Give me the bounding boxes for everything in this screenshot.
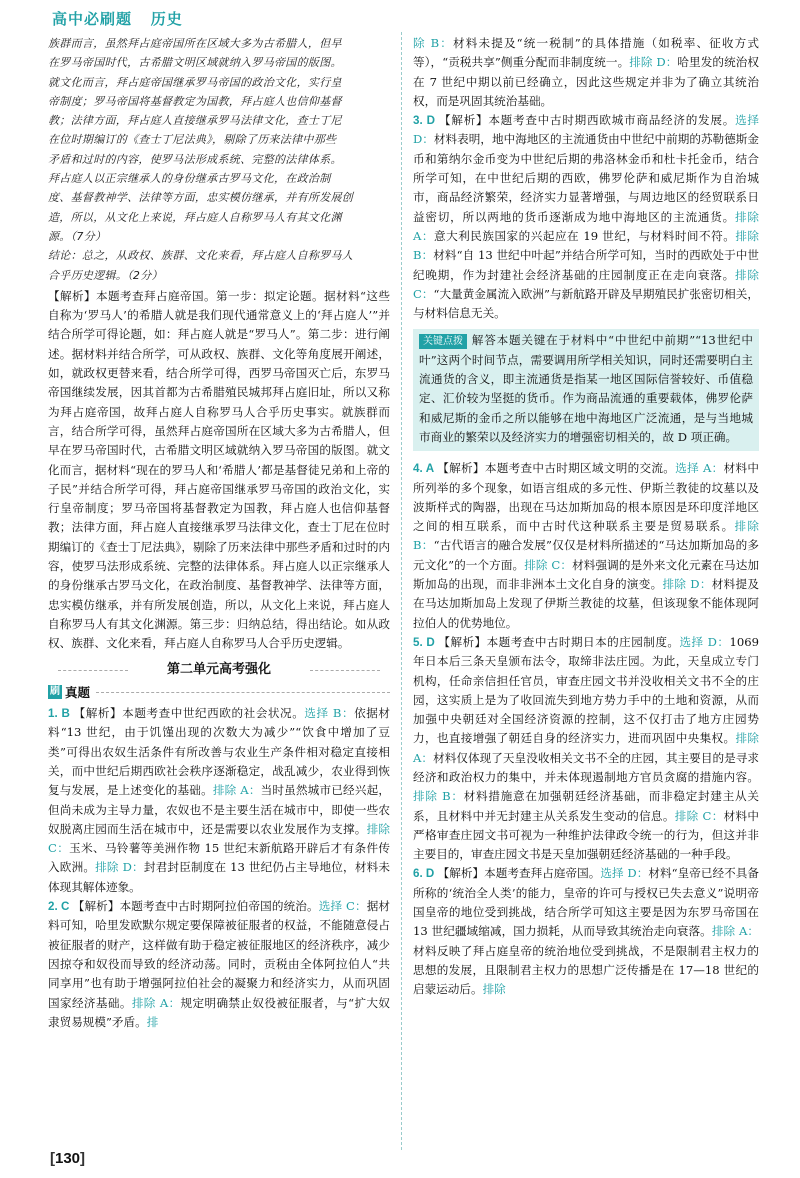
option-tag: 排除 A：	[212, 783, 261, 798]
question-number: 2. C	[48, 900, 73, 914]
handwritten-answer	[48, 34, 390, 285]
question-5	[413, 633, 759, 865]
answer-text: 材料中严格审查庄园文书可视为一种维护法律政令统一的行为，但这并非主要目的，审查庄园文书是天皇加强朝廷经济基础的一种手段。	[413, 808, 759, 862]
hand-line: 度、基督教神学、法律等方面，忠实模仿继承，并有所发展创	[48, 191, 354, 205]
column-divider	[401, 32, 402, 1150]
left-column	[48, 34, 390, 1032]
answer-text: 【解析】本题考查中古时期区域文明的交流。	[437, 461, 676, 476]
key-point-box	[413, 329, 759, 451]
option-tag: 排除 A：	[413, 731, 759, 765]
hand-line: 就文化而言，拜占庭帝国继承罗马帝国的政治文化，实行皇	[48, 75, 342, 89]
answer-text: 【解析】本题考查中世纪西欧的社会状况。	[73, 706, 305, 721]
book-title: 高中必刷题	[52, 10, 133, 28]
hand-line: 教；法律方面，拜占庭人直接继承罗马法律文化，查士丁尼	[48, 114, 342, 128]
answer-text: 【解析】本题考查中古时期西欧城市商品经济的发展。	[438, 113, 736, 128]
option-tag: 排除 A：	[131, 995, 181, 1010]
question-number: 6. D	[413, 867, 438, 881]
option-tag: 排	[146, 1014, 159, 1029]
answer-text: 【解析】本题考查中古时期日本的庄园制度。	[438, 634, 680, 649]
question-1	[48, 704, 390, 897]
hand-line: 帝制度；罗马帝国将基督教定为国教，拜占庭人也信仰基督	[48, 94, 342, 108]
section-title: 第二单元高考强化	[48, 660, 390, 679]
option-tag: 排除 B：	[413, 228, 760, 263]
answer-text: 材料强调的是外来文化元素在马达加斯加岛的出现，而非非洲本土文化自身的演变。	[413, 557, 759, 592]
answer-text: 材料表明，地中海地区的主流通货由中世纪中前期的苏勒德斯金币和第纳尔金币变为中世纪后期的弗洛林金币和杜卡托金币，结合所学可知，在中世纪后期的西欧，佛罗伦萨和威尼斯作为自治城市，商品经济繁荣，经济实力显著增强，与周边地区的经贸联系日益密切，所以两地的货币逐渐成为地中海地区的主流通货。	[413, 132, 759, 224]
answer-text: 意大利民族国家的兴起应在 19 世纪，与材料时间不符。	[433, 228, 736, 243]
option-tag: 排除 C：	[48, 821, 390, 856]
option-tag: 排除 B：	[413, 789, 464, 804]
option-tag: 选择 D：	[413, 113, 759, 147]
page-number: [130]	[50, 1150, 86, 1167]
answer-text: 封君封臣制度在 13 世纪仍占主导地位，材料未体现其解体迹象。	[48, 860, 390, 894]
option-tag: 选择 A：	[675, 461, 724, 476]
option-tag: 排除 C：	[413, 267, 759, 301]
option-tag: 排除 D：	[95, 860, 144, 875]
question-2-continued	[413, 34, 759, 111]
question-number: 5. D	[413, 635, 439, 649]
option-tag: 排除 C：	[674, 808, 724, 823]
option-tag: 选择 D：	[600, 866, 649, 881]
key-point-tag: 关键点拨	[419, 334, 467, 349]
question-4	[413, 459, 759, 633]
page-number-value: 130	[55, 1150, 81, 1167]
answer-text: 玉米、马铃薯等美洲作物 15 世纪末新航路开辟后才有条件传入欧洲。	[48, 841, 390, 875]
hand-line: 矛盾和过时的内容，使罗马法形成系统、完整的法律体系。	[48, 152, 342, 166]
hand-line: 在位时期编订的《查士丁尼法典》，剔除了历来法律中那些	[48, 133, 337, 147]
question-number: 3. D	[413, 114, 439, 128]
option-tag: 排除 C：	[524, 557, 573, 572]
option-tag: 选择 B：	[304, 706, 355, 721]
answer-text: 据材料可知，哈里发欧默尔规定要保障被征服者的权益，不能随意侵占被征服者的财产，这样做有助于稳定被征服地区的经济秩序，减少因掠夺和奴役而导致的经济动荡。同时，贡税由全体阿拉伯人“共同享用”也有助于增强阿拉伯社会的凝聚力和经济实力，从而巩固国家经济基础。	[48, 899, 390, 1010]
answer-text: 1069 年日本后三条天皇颁布法令，取缔非法庄园。为此，天皇成立专门机构，任命亲信担任官员，审查庄园文书并没收相关文书不全的庄园，这实质上是为了收回流失到地方势力手中的土地和资源，从而加强中央朝廷对全国经济资源的控制，这不仅打击了地方庄园势力，也直接增强了朝廷自身的经济实力，进而巩固中央集权。	[413, 634, 760, 746]
question-2	[48, 897, 390, 1032]
hand-line: 在罗马帝国时代，古希腊文明区域就纳入罗马帝国的版图。	[48, 56, 342, 70]
dashed-rule	[96, 692, 390, 693]
hand-line: 结论：总之，从政权、族群、文化来看，拜占庭人自称罗马人	[48, 249, 354, 263]
answer-text: 【解析】本题考查中古时期阿拉伯帝国的统治。	[72, 899, 319, 914]
subject-title: 历史	[150, 10, 183, 28]
option-tag: 排除 A：	[711, 924, 759, 939]
question-3	[413, 111, 759, 323]
answer-text: 材料未提及“统一税制”的具体措施（如税率、征收方式等），“贡税共享”侧重分配而非制度统一。	[413, 36, 759, 70]
hand-line: 造，所以，从文化上来说，拜占庭人自称罗马人有其文化渊	[48, 210, 342, 224]
hand-line: 拜占庭人以正宗继承人的身份继承古罗马文化，在政治制	[48, 172, 331, 186]
answer-text: 当时虽然城市已经兴起，但尚未成为主导力量，农奴也不是主要生活在城市中，即使一些农奴脱离庄园而生活在城市中，还是需要以农业发展作为支撑。	[48, 783, 390, 836]
option-tag: 排除 D：	[662, 577, 712, 592]
answer-text: 材料中所列举的多个现象，如语言组成的多元性、伊斯兰教徒的坟墓以及波斯样式的陶器，出现在马达加斯加岛的根本原因是环印度洋地区之间的相互联系，而中古时代这种联系主要是贸易联系。	[413, 461, 759, 534]
hand-line: 合乎历史逻辑。（2分）	[48, 268, 163, 282]
hand-line: 源。（7分）	[48, 229, 107, 243]
sub-heading-label: 真题	[65, 684, 91, 700]
answer-text: 材料反映了拜占庭皇帝的统治地位受到挑战，不是限制君主权力的思想的发展，且限制君主权力的思想广泛传播是在 17—18 世纪的启蒙运动后。	[413, 943, 759, 997]
answer-text: 材料“皇帝已经不具备所称的‘统治全人类’的能力，皇帝的许可与授权已失去意义”说明帝国皇帝的地位受到挑战，结合所学可知这主要是因为东罗马帝国在 13 世纪疆域缩减，国力损耗，从而导致其统治走向衰落。	[413, 866, 759, 939]
answer-text: 材料“自 13 世纪中叶起”并结合所学可知，当时的西欧处于中世纪晚期，作为封建社会经济基础的庄园制度正在走向衰落。	[413, 248, 759, 282]
hand-line: 族群而言，虽然拜占庭帝国所在区域大多为古希腊人，但早	[48, 37, 342, 50]
option-tag: 排除 B：	[413, 519, 759, 553]
option-tag: 排除 D：	[629, 55, 678, 70]
question-6	[413, 864, 759, 999]
answer-text: “古代语言的融合发展”仅仅是材料所描述的“马达加斯加岛的多元文化”的一个方面。	[413, 538, 759, 572]
answer-text: “大量黄金属流入欧洲”与新航路开辟及早期殖民扩张密切相关，与材料信息无关。	[413, 286, 760, 321]
answer-text: 【解析】本题考查拜占庭帝国。	[437, 866, 601, 881]
answer-text: 规定明确禁止奴役被征服者，与“扩大奴隶贸易规模”矛盾。	[48, 995, 390, 1029]
answer-text: 依据材料“13 世纪，由于饥馑出现的次数大为减少”“饮食中增加了豆类”可得出农奴生活条件有所改善与农业生产条件相对稳定直接相关，而中世纪后期西欧社会秩序逐渐稳定，战乱减少，农业得到恢复与发展，是上述变化的基础。	[48, 706, 390, 798]
answer-text: 材料措施意在加强朝廷经济基础，而非稳定封建主从关系，且材料中并无封建主从关系发生变动的信息。	[413, 789, 759, 823]
analysis-paragraph: 【解析】本题考查拜占庭帝国。第一步：拟定论题。据材料“这些自称为‘罗马人’的希腊人就是我们现代通常意义上的‘拜占庭人’”并结合所学可得论题，如：拜占庭人就是“罗马人”。第二步：进行阐述。据材料并结合所学，可从政权、族群、文化等角度展开阐述，如，就政权更替来看，结合所学可得，西罗马帝国灭亡后，东罗马帝国继续发展，因其首都为古希腊殖民城邦拜占庭旧址，所以又称为拜占庭帝国，故拜占庭人自称罗马人合乎历史事实。就族群而言，结合所学可得，虽然拜占庭帝国所在区域大多为古希腊人，但早在罗马帝国时代，古希腊文明区域就纳入罗马帝国的版图。就文化而言，据材料“现在的罗马人和‘希腊人’都是基督徒兄弟和上帝的子民”并结合所学可得，拜占庭帝国继承罗马帝国的政治文化，实行皇帝制度；罗马帝国将基督教定为国教，拜占庭人也信仰基督教；法律方面，拜占庭人直接继承罗马法律文化，查士丁尼在位时期编订的《查士丁尼法典》，剔除了历来法律中那些矛盾和过时的内容，使罗马法形成系统、完整的法律体系。拜占庭人以正宗继承人的身份继承古罗马文化，在政治制度、基督教神学、法律等方面，忠实模仿继承，并有所发展创造，所以，从文化上来说，拜占庭人自称罗马人有其文化渊源。第三步：归纳总结，得出结论。如从政权、族群、文化来看，拜占庭人自称罗马人合乎历史逻辑。	[48, 288, 391, 651]
answer-text: 材料仅体现了天皇没收相关文书不全的庄园，其主要目的是寻求经济和政治权力的集中，并未体现遏制地方官员贪腐的措施内容。	[413, 750, 759, 784]
option-tag: 除 B：	[413, 36, 453, 50]
running-header	[52, 8, 183, 29]
answer-text: 哈里发的统治权在 7 世纪中期以前已经确立，因此这些规定并非为了确立其统治权，而是巩固其统治基础。	[413, 55, 759, 108]
option-tag: 选择 C：	[318, 899, 367, 914]
key-point-text: 解答本题关键在于材料中“中世纪中前期”“13世纪中叶”这两个时间节点，需要调用所学相关知识，同时还需要明白主流通货的含义，即主流通货是指某一地区国际信誉较好、币值稳定、汇价较为坚挺的货币。作为商品流通的重要载体，佛罗伦萨和威尼斯的金币之所以能够在地中海地区广泛流通，是与当地城市商业的繁荣以及经济实力的增强密切相关的，故 D 项正确。	[419, 333, 753, 444]
brush-icon: 刷	[50, 686, 60, 698]
question-number: 1. B	[48, 707, 74, 721]
answer-text: 材料提及在马达加斯加岛上发现了伊斯兰教徒的坟墓，但该现象不能体现阿拉伯人的优势地位。	[413, 577, 759, 630]
option-tag: 选择 D：	[679, 634, 730, 649]
question-number: 4. A	[413, 462, 438, 476]
option-tag: 排除	[482, 982, 506, 997]
sub-heading	[48, 683, 390, 702]
option-tag: 排除 A：	[413, 209, 759, 243]
right-column	[413, 34, 759, 1000]
